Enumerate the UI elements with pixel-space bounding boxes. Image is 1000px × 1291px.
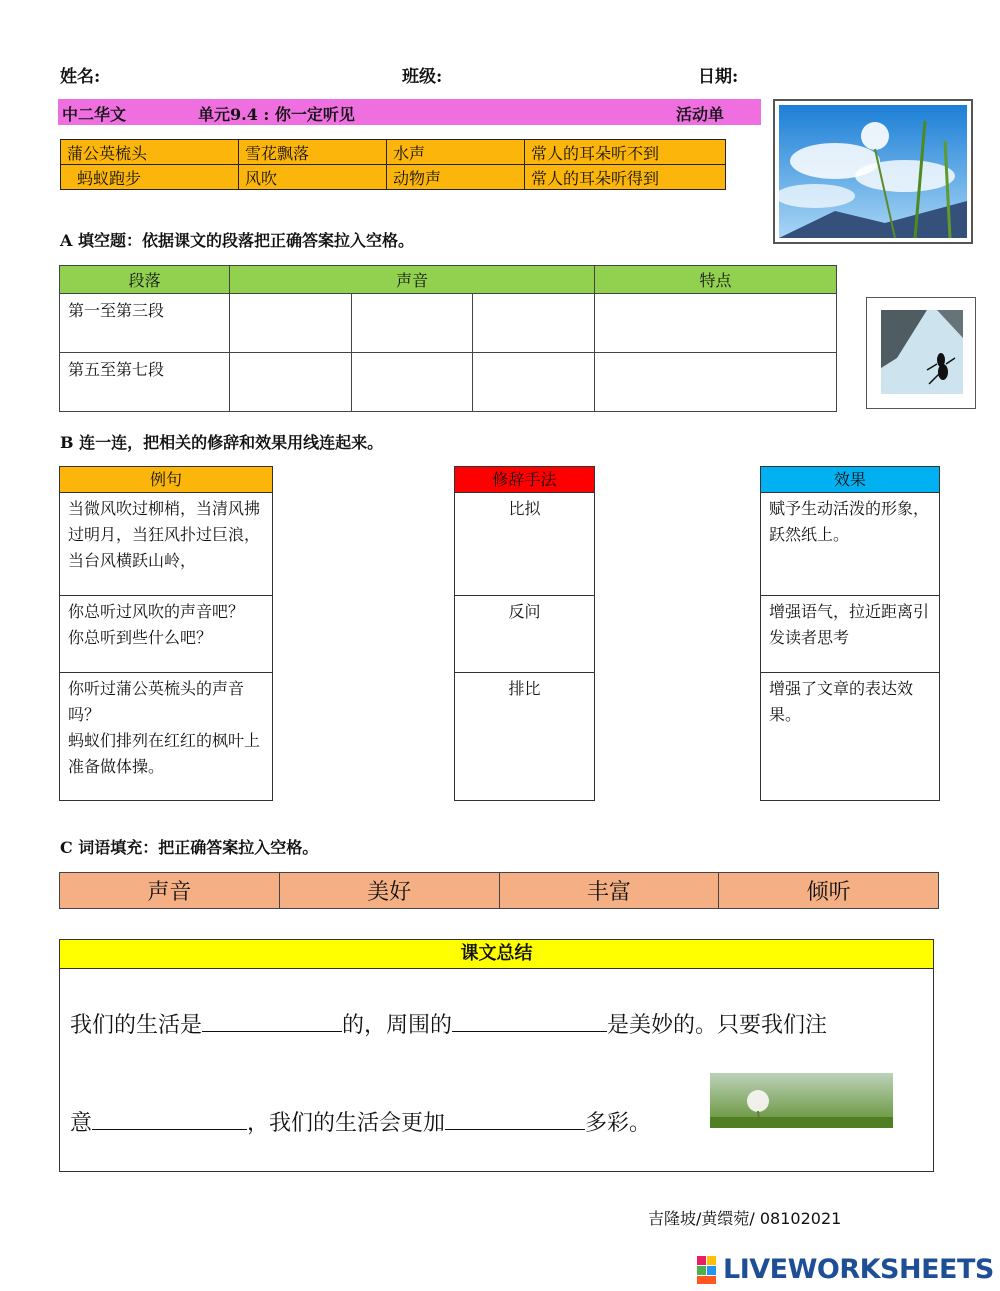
word-bank-row: [61, 165, 726, 190]
rhetoric-item[interactable]: 排比: [508, 679, 541, 698]
word-choice[interactable]: 倾听: [719, 873, 939, 909]
drop-slot[interactable]: [230, 353, 352, 412]
table-row: [60, 294, 837, 353]
effect-header: 效果: [761, 467, 939, 493]
effect-item[interactable]: 增强语气，拉近距离引发读者思考: [761, 596, 939, 673]
example-sentence: 当微风吹过柳梢，当清风拂过明月，当狂风扑过巨浪，当台风横跃山岭，: [60, 493, 272, 596]
example-header: 例句: [60, 467, 272, 493]
effect-item[interactable]: 赋予生动活泼的形象，跃然纸上。: [761, 493, 939, 596]
word-tile[interactable]: 风吹: [239, 165, 387, 190]
word-tile[interactable]: 蒲公英梳头: [61, 140, 239, 165]
header-paragraph: 段落: [60, 266, 230, 294]
word-tile[interactable]: 动物声: [387, 165, 525, 190]
sound-table: [59, 265, 837, 412]
class-label: 班级:: [402, 67, 443, 87]
word-tile[interactable]: 蚂蚁跑步: [61, 165, 239, 190]
blank-input[interactable]: [202, 1009, 342, 1032]
summary-text: 是美妙的。只要我们注: [607, 1013, 828, 1038]
word-choice[interactable]: 丰富: [499, 873, 719, 909]
drop-slot[interactable]: [594, 353, 836, 412]
rhetoric-item[interactable]: 比拟: [455, 493, 594, 596]
dandelion-sky-image: [773, 99, 973, 244]
summary-text: 的，周围的: [342, 1013, 453, 1038]
row-label: 第五至第七段: [60, 353, 230, 412]
summary-text: ，我们的生活会更加: [247, 1111, 446, 1136]
word-choice[interactable]: 美好: [279, 873, 499, 909]
summary-title: 课文总结: [60, 940, 933, 969]
word-tile[interactable]: 雪花飘落: [239, 140, 387, 165]
section-c-instruction: C 词语填充：把正确答案拉入空格。: [60, 838, 319, 857]
summary-line-2: [70, 1106, 651, 1137]
row-label: 第一至第三段: [60, 294, 230, 353]
ant-image: [866, 297, 976, 409]
word-choice[interactable]: 声音: [60, 873, 280, 909]
blank-input[interactable]: [92, 1107, 247, 1130]
word-bank-row: [61, 140, 726, 165]
summary-line-1: [70, 1008, 827, 1039]
word-choice-bank: [59, 872, 939, 909]
word-tile[interactable]: 常人的耳朵听不到: [525, 140, 726, 165]
example-column: [59, 466, 273, 801]
effect-item[interactable]: 增强了文章的表达效果。: [769, 679, 914, 724]
drop-slot[interactable]: [351, 353, 473, 412]
table-row: [60, 353, 837, 412]
unit-title: 单元9.4 : 你一定听见: [198, 105, 355, 124]
header-sound: 声音: [230, 266, 595, 294]
drop-slot[interactable]: [230, 294, 352, 353]
liveworksheets-logo-icon: [697, 1256, 719, 1284]
example-sentence: 你听过蒲公英梳头的声音吗？ 蚂蚁们排列在红红的枫叶上准备做体操。: [68, 679, 261, 776]
rhetoric-header: 修辞手法: [455, 467, 594, 493]
section-a-instruction: A 填空题：依据课文的段落把正确答案拉入空格。: [60, 231, 414, 250]
summary-box: [59, 939, 934, 1172]
rhetoric-column: [454, 466, 595, 801]
blank-input[interactable]: [452, 1009, 607, 1032]
liveworksheets-brand[interactable]: LIVEWORKSHEETS: [723, 1254, 994, 1285]
drop-slot[interactable]: [351, 294, 473, 353]
summary-text: 意: [70, 1111, 93, 1136]
sheet-title: 活动单: [676, 105, 725, 124]
header-feature: 特点: [594, 266, 836, 294]
blank-input[interactable]: [445, 1107, 585, 1130]
word-tile[interactable]: 水声: [387, 140, 525, 165]
example-sentence: 你总听过风吹的声音吧？ 你总听到些什么吧？: [60, 596, 272, 673]
date-label: 日期:: [698, 67, 739, 87]
rhetoric-item[interactable]: 反问: [455, 596, 594, 673]
summary-text: 我们的生活是: [70, 1013, 203, 1038]
dandelion-field-image: [710, 1073, 893, 1128]
effect-column: [760, 466, 940, 801]
word-bank: [60, 139, 726, 190]
summary-text: 多彩。: [585, 1111, 652, 1136]
drop-slot[interactable]: [594, 294, 836, 353]
word-tile[interactable]: 常人的耳朵听得到: [525, 165, 726, 190]
title-bar: [58, 99, 761, 125]
drop-slot[interactable]: [473, 353, 595, 412]
course-title: 中二华文: [62, 105, 127, 124]
section-b-instruction: B 连一连，把相关的修辞和效果用线连起来。: [60, 433, 384, 452]
name-label: 姓名:: [60, 67, 101, 87]
drop-slot[interactable]: [473, 294, 595, 353]
credit-text: 吉隆坡/黄缳菀/ 08102021: [648, 1209, 842, 1228]
